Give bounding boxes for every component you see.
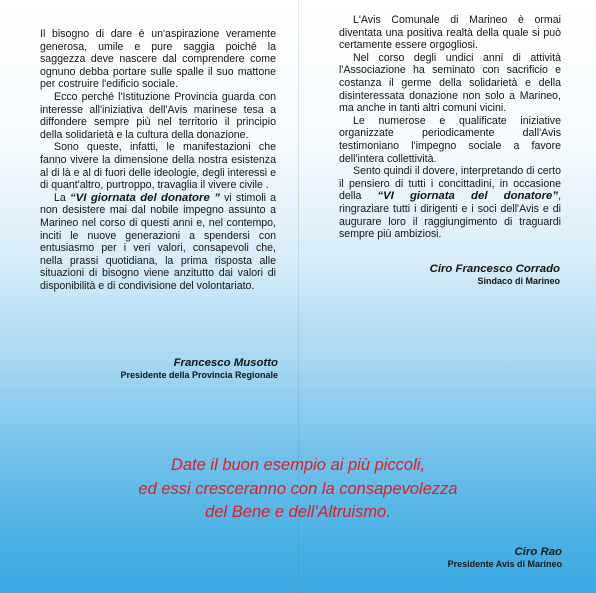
right-last-before: Sento quindi il dovere, interpretando di certo il pensiero di tutti i concittadini, in occasione della xyxy=(339,165,561,203)
left-paragraph: Ecco perché l'Istituzione Provincia guarda con interesse all'iniziativa dell'Avis marinese tesa a diffondere sempre più nel territorio il principio della solidarietà e la cultura della donazione. xyxy=(40,90,276,141)
right-column xyxy=(339,14,561,241)
event-title: “VI giornata del donatore ” xyxy=(69,191,220,204)
event-title: “VI giornata del donatore” xyxy=(377,190,559,203)
left-column xyxy=(40,28,276,292)
signature-corrado xyxy=(430,263,560,287)
left-last-after: vi stimoli a non desistere mai dal nobile impegno assunto a Marineo nel corso di questi anni e, nel contempo, inciti le nuove generazioni a spendersi con entusiasmo per i veri valori, consapevoli che, nella prassi quotidiana, la prima risposta alle situazioni di bisogno viene anzitutto dai valori di disponibilità e di condivisione del volontariato. xyxy=(40,191,277,292)
signature-name: Ciro Francesco Corrado xyxy=(429,263,560,275)
signature-name: Francesco Musotto xyxy=(173,357,278,369)
left-paragraph: Sono queste, infatti, le manifestazioni che fanno vivere la dimensione della nostra esistenza al di là e al di fuori delle ideologie, degli interessi e di quant'altro, purtroppo, travaglia il vivere civile . xyxy=(40,141,276,192)
quote-line: Date il buon esempio ai più piccoli, xyxy=(170,456,426,474)
quote xyxy=(60,454,536,525)
signature-musotto xyxy=(120,357,278,381)
right-last-after: , ringraziare tutti i dirigenti e i soci dell'Avis e di augurare loro il raggiungimento di traguardi sempre più ambiziosi. xyxy=(339,190,562,241)
left-last-before: La xyxy=(54,191,70,204)
right-paragraph: Nel corso degli undici anni di attività l'Associazione ha seminato con sacrificio e costanza il germe della solidarietà e della disinteressata donazione non solo a Marineo, ma anche in tanti altri comuni vicini. xyxy=(339,51,561,115)
quote-line: del Bene e dell'Altruismo. xyxy=(205,503,391,521)
signature-role: Presidente della Provincia Regionale xyxy=(120,370,278,380)
signature-rao xyxy=(448,546,562,570)
signature-name: Ciro Rao xyxy=(514,546,562,558)
signature-role: Sindaco di Marineo xyxy=(477,276,560,286)
right-paragraph: L'Avis Comunale di Marineo è ormai diventata una positiva realtà della quale si può certamente essere orgogliosi. xyxy=(339,14,561,52)
left-last-paragraph xyxy=(40,192,276,293)
right-last-paragraph xyxy=(339,165,561,241)
left-paragraph: Il bisogno di dare è un'aspirazione veramente generosa, umile e pure saggia poiché la saggezza deve nascere dal comprendere come ognuno debba portare sulle spalle il suo mattone per costruire l'edificio sociale. xyxy=(40,28,276,91)
quote-line: ed essi cresceranno con la consapevolezza xyxy=(138,479,458,498)
right-paragraph: Le numerose e qualificate iniziative organizzate periodicamente dall'Avis testimoniano l'impegno sociale a favore dell'intera collettività. xyxy=(339,114,561,165)
signature-role: Presidente Avis di Marineo xyxy=(447,559,562,569)
